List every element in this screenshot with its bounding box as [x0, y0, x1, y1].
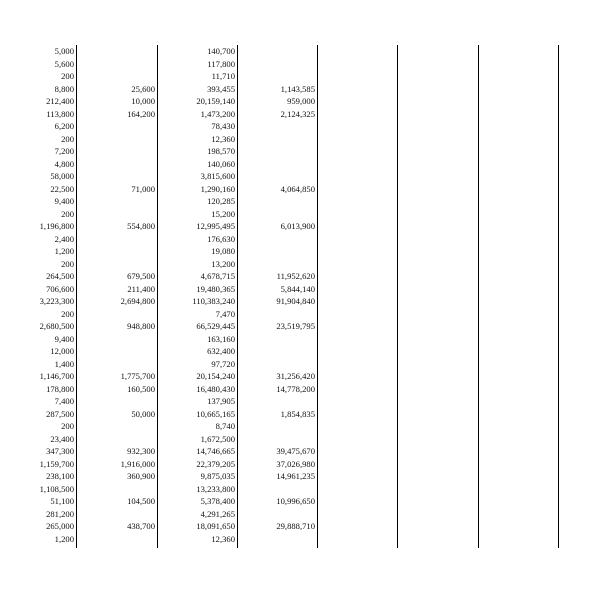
table-cell: 632,400 [207, 346, 235, 356]
table-cell: 12,995,495 [196, 221, 235, 231]
table-cell [78, 334, 155, 344]
table-cell: 200 [61, 133, 74, 144]
table-cell: 4,678,715 [200, 271, 235, 281]
table-cell [78, 259, 155, 269]
table-cell: 104,500 [127, 496, 155, 506]
table-cell: 1,854,835 [280, 408, 315, 419]
table-cell: 1,143,585 [280, 83, 315, 94]
table-cell [78, 121, 155, 131]
table-cell: 932,300 [127, 446, 155, 456]
table-cell [78, 509, 155, 519]
table-cell: 1,400 [54, 358, 74, 369]
table-cell: 13,200 [211, 258, 235, 269]
table-cell: 6,013,900 [280, 221, 315, 231]
table-cell: 25,600 [131, 83, 155, 94]
table-cell [78, 359, 155, 369]
table-cell: 176,630 [207, 233, 235, 244]
table-cell: 137,905 [207, 396, 235, 406]
table-cell: 9,400 [54, 333, 74, 344]
table-cell: 19,480,365 [196, 283, 235, 294]
column-rule [558, 45, 559, 548]
table-cell [78, 71, 155, 81]
column-rule [478, 45, 479, 548]
table-cell [239, 309, 315, 319]
table-cell: 16,480,430 [196, 383, 235, 394]
table-cell: 19,080 [211, 246, 235, 256]
table-cell: 948,800 [127, 321, 155, 331]
table-cell: 10,996,650 [276, 496, 315, 506]
table-cell: 4,800 [54, 158, 74, 169]
table-cell: 14,746,665 [196, 446, 235, 456]
table-cell: 8,740 [215, 421, 235, 431]
table-cell [78, 434, 155, 444]
table-cell: 200 [61, 308, 74, 319]
table-cell: 1,159,700 [39, 458, 74, 469]
table-cell: 200 [61, 258, 74, 269]
table-cell: 91,904,840 [276, 296, 315, 306]
table-cell [78, 346, 155, 356]
table-cell [239, 534, 315, 544]
table-cell: 6,200 [54, 121, 74, 131]
table-cell: 1,775,700 [120, 371, 155, 381]
table-cell: 4,291,265 [200, 508, 235, 519]
table-cell: 1,473,200 [200, 108, 235, 119]
table-cell: 265,000 [46, 521, 74, 531]
table-cell: 1,108,500 [39, 483, 74, 494]
table-cell [239, 171, 315, 181]
table-cell: 13,233,800 [196, 483, 235, 494]
table-cell: 31,256,420 [276, 371, 315, 381]
table-cell [239, 509, 315, 519]
table-cell: 212,400 [46, 96, 74, 106]
table-cell: 1,146,700 [39, 371, 74, 381]
table-cell: 120,285 [207, 196, 235, 206]
table-cell [239, 146, 315, 156]
table-cell: 23,400 [50, 433, 74, 444]
table-cell: 12,000 [50, 346, 74, 356]
table-cell: 200 [61, 421, 74, 431]
table-cell: 2,124,325 [280, 108, 315, 119]
table-cell: 679,500 [127, 271, 155, 281]
table-cell: 3,223,300 [39, 296, 74, 306]
table-cell: 5,378,400 [200, 496, 235, 506]
table-cell [239, 209, 315, 219]
table-cell [239, 59, 315, 69]
table-cell [239, 246, 315, 256]
table-cell: 238,100 [46, 471, 74, 481]
table-cell: 140,060 [207, 158, 235, 169]
table-cell: 18,091,650 [196, 521, 235, 531]
column-rule [76, 45, 77, 548]
table-cell: 51,100 [50, 496, 74, 506]
table-cell: 1,200 [54, 533, 74, 544]
table-cell: 2,680,500 [39, 321, 74, 331]
table-cell [78, 234, 155, 244]
table-cell: 264,500 [46, 271, 74, 281]
table-cell: 211,400 [127, 283, 155, 294]
column-rule [237, 45, 238, 548]
table-cell [78, 534, 155, 544]
table-cell: 113,800 [46, 108, 74, 119]
table-cell: 1,200 [54, 246, 74, 256]
table-cell: 12,360 [211, 133, 235, 144]
table-cell: 160,500 [127, 383, 155, 394]
table-cell [239, 334, 315, 344]
table-cell: 58,000 [50, 171, 74, 181]
table-cell: 706,600 [46, 283, 74, 294]
table-cell: 4,064,850 [280, 183, 315, 194]
column-rule [157, 45, 158, 548]
table-cell: 5,000 [54, 46, 74, 56]
table-cell: 20,154,240 [196, 371, 235, 381]
table-cell: 9,400 [54, 196, 74, 206]
table-cell: 23,519,795 [276, 321, 315, 331]
table-cell: 200 [61, 71, 74, 81]
table-cell: 66,529,445 [196, 321, 235, 331]
table-cell: 110,383,240 [192, 296, 235, 306]
table-cell: 7,200 [54, 146, 74, 156]
table-cell: 10,000 [131, 96, 155, 106]
table-cell: 7,400 [54, 396, 74, 406]
table-cell: 20,159,140 [196, 96, 235, 106]
table-cell: 37,026,980 [276, 458, 315, 469]
table-cell [239, 234, 315, 244]
column-rule [317, 45, 318, 548]
table-cell: 39,475,670 [276, 446, 315, 456]
table-cell: 200 [61, 208, 74, 219]
table-cell [78, 46, 155, 56]
table-cell [239, 484, 315, 494]
table-cell: 140,700 [207, 46, 235, 56]
table-cell [239, 434, 315, 444]
table-cell: 5,844,140 [280, 283, 315, 294]
table-cell [78, 134, 155, 144]
table-cell: 3,815,600 [200, 171, 235, 181]
table-cell [78, 59, 155, 69]
table-cell: 50,000 [131, 408, 155, 419]
table-cell: 959,000 [287, 96, 315, 106]
table-cell: 554,800 [127, 221, 155, 231]
table-cell: 1,290,160 [200, 183, 235, 194]
table-cell: 7,470 [215, 308, 235, 319]
table-cell: 438,700 [127, 521, 155, 531]
table-cell: 22,379,205 [196, 458, 235, 469]
table-cell [78, 396, 155, 406]
table-cell [78, 159, 155, 169]
table-cell [239, 134, 315, 144]
column-rule [397, 45, 398, 548]
table-cell: 9,875,035 [200, 471, 235, 481]
table-cell [239, 121, 315, 131]
table-cell: 2,694,800 [120, 296, 155, 306]
table-cell: 5,600 [54, 58, 74, 69]
table-cell [239, 359, 315, 369]
table-cell: 71,000 [131, 183, 155, 194]
table-cell [239, 346, 315, 356]
table-cell: 281,200 [46, 508, 74, 519]
table-cell: 10,665,165 [196, 408, 235, 419]
table-cell: 8,800 [54, 83, 74, 94]
table-cell: 347,300 [46, 446, 74, 456]
table-cell [78, 171, 155, 181]
table-cell: 2,400 [54, 233, 74, 244]
table-cell: 14,961,235 [276, 471, 315, 481]
table-cell: 163,160 [207, 333, 235, 344]
table-cell [78, 309, 155, 319]
table-cell: 29,888,710 [276, 521, 315, 531]
table-cell [239, 196, 315, 206]
table-cell [239, 259, 315, 269]
table-cell: 11,710 [211, 71, 235, 81]
table-cell [78, 246, 155, 256]
table-cell [78, 209, 155, 219]
table-cell: 12,360 [211, 533, 235, 544]
table-cell: 11,952,620 [276, 271, 315, 281]
table-cell: 78,430 [211, 121, 235, 131]
table-cell: 287,500 [46, 408, 74, 419]
table-cell [239, 71, 315, 81]
table-cell [239, 159, 315, 169]
table-cell: 22,500 [50, 183, 74, 194]
table-cell [239, 421, 315, 431]
table-cell: 1,916,000 [120, 458, 155, 469]
table-cell: 14,778,200 [276, 383, 315, 394]
table-cell [239, 46, 315, 56]
table-cell: 360,900 [127, 471, 155, 481]
table-cell: 1,672,500 [200, 433, 235, 444]
table-cell [78, 421, 155, 431]
table-cell [239, 396, 315, 406]
table-cell: 117,800 [207, 58, 235, 69]
table-cell [78, 146, 155, 156]
table-cell: 97,720 [211, 358, 235, 369]
table-cell: 15,200 [211, 208, 235, 219]
table-cell: 178,800 [46, 383, 74, 394]
table-cell: 164,200 [127, 108, 155, 119]
table-cell [78, 484, 155, 494]
table-cell [78, 196, 155, 206]
table-cell: 198,570 [207, 146, 235, 156]
table-cell: 393,455 [207, 83, 235, 94]
table-cell: 1,196,800 [39, 221, 74, 231]
